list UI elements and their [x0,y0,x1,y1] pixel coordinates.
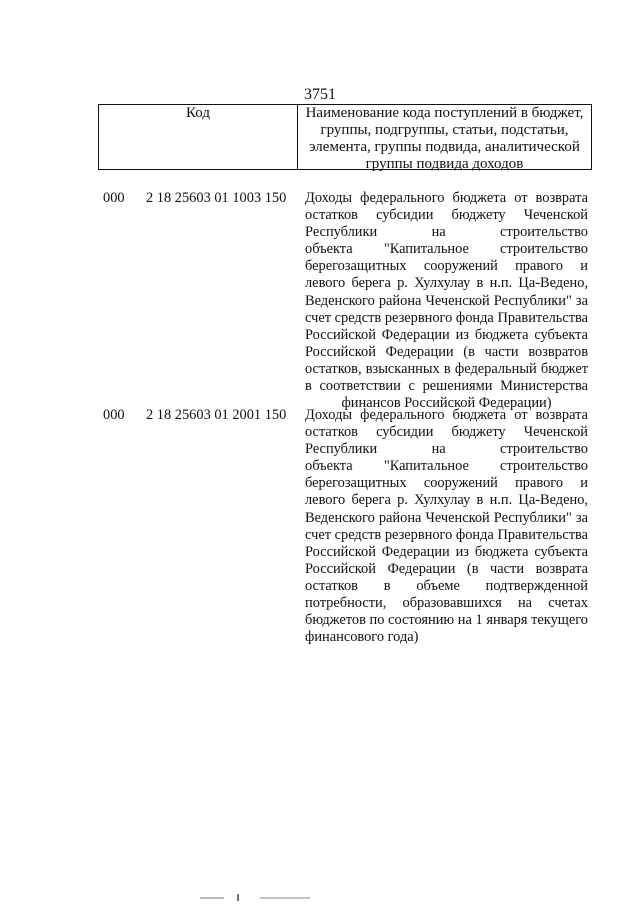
description-line: бюджетов по состоянию на 1 января текущего [305,612,588,629]
description-line: Доходы федерального бюджета от возврата [305,190,588,206]
row-description [305,407,588,646]
description-line: Республики на строительство [305,441,588,458]
description-line: финансов Российской Федерации) [341,395,552,412]
description-line: Российской Федерации (в части возвратов [305,343,588,360]
description-line: левого берега р. Хулхулау в н.п. Ца-Ведено, [305,492,588,509]
description-line: потребности, образовавшихся на счетах [305,595,588,612]
description-line: Российской Федерации из бюджета субъекта [305,326,588,343]
description-line: остатков субсидии бюджету Чеченской [305,424,588,441]
description-line: Доходы федерального бюджета от возврата [305,407,588,423]
admin-code: 000 [103,407,125,423]
description-line: Российской Федерации из бюджета субъекта [305,543,588,560]
description-line: левого берега р. Хулхулау в н.п. Ца-Ведено, [305,275,588,292]
description-line: Веденского района Чеченской Республики" за [305,509,588,526]
admin-code: 000 [103,190,125,206]
description-line: Веденского района Чеченской Республики" за [305,292,588,309]
scan-artifact-marks [200,893,340,901]
description-line: объекта "Капитальное строительство [305,241,588,258]
description-line: объекта "Капитальное строительство [305,458,588,475]
description-line: остатков в объеме подтвержденной [305,577,588,594]
header-code-label: Код [99,105,298,169]
header-name-label: Наименование кода поступлений в бюджет, группы, подгруппы, статьи, подстатьи, элемента, группы подвида, аналитической группы подвида доходов [305,105,584,172]
description-line: Республики на строительство [305,224,588,241]
description-line: Российской Федерации (в части возврата [305,560,588,577]
table-header [98,104,592,170]
classification-code: 2 18 25603 01 1003 150 [146,190,287,206]
description-line: берегозащитных сооружений правого и [305,475,588,492]
description-line: остатков субсидии бюджету Чеченской [305,207,588,224]
description-line: в соответствии с решениями Министерства [305,378,588,395]
description-line: счет средств резервного фонда Правительства [305,309,588,326]
classification-code: 2 18 25603 01 2001 150 [146,407,287,423]
description-line: счет средств резервного фонда Правительства [305,526,588,543]
description-line: остатков, взысканных в федеральный бюджет [305,360,588,377]
page-number: 3751 [304,86,336,103]
description-line: финансового года) [305,629,419,646]
description-line: берегозащитных сооружений правого и [305,258,588,275]
row-description [305,190,588,412]
